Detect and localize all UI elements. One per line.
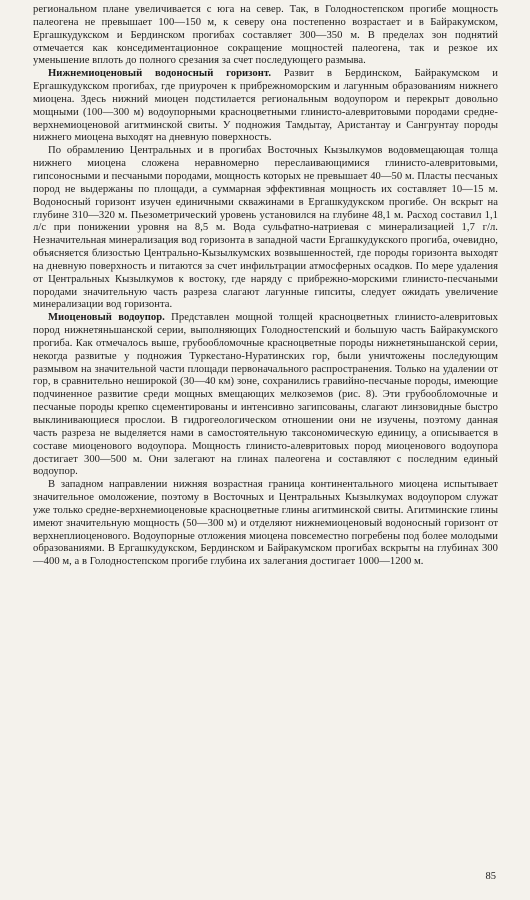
page-number: 85 bbox=[485, 871, 496, 882]
paragraph-text: Развит в Бердинском, Байракумском и Ергашкудукском прогибах, где приурочен к прибрежноморским и лагунным образованиям нижнего миоцена. Здесь нижний миоцен подстилается региональным водоупором и перекрыт довольно мощными (100—300 м) водоупорными красноцветными глинисто-алевритовыми породами средне-верхнемиоценовой агитминской свиты. У подножия Тамдытау, Аристантау и Сангрунтау породы нижнего миоцена выходят на дневную поверхность. bbox=[33, 68, 498, 144]
paragraph-paleogene-thickness bbox=[33, 4, 498, 68]
section-heading: Миоценовый водоупор. bbox=[48, 312, 165, 324]
section-heading: Нижнемиоценовый водоносный горизонт. bbox=[48, 68, 272, 80]
paragraph-text: По обрамлению Центральных и в прогибах Восточных Кызылкумов водовмещающая толща нижнего миоцена сложена неравномерно переслаивающимися глинисто-алевритовыми, гипсоносными и песчаными породами, мощность которых не превышает 40—50 м. Пласты песчаных пород не выдержаны по площади, а суммарная эффективная мощность их составляет 10—15 м. Водоносный горизонт изучен единичными скважинами в Ергашкудукском прогибе. Он вскрыт на глубине 310—320 м. Пьезометрический уровень установился на глубине 48,1 м. Расход составил 1,1 л/с при понижении уровня на 8,5 м. Вода сульфатно-натриевая с минерализацией 1,7 г/л. Незначительная минерализация вод горизонта в западной части Ергашкудукского прогиба, очевидно, объясняется близостью Центрально-Кызылкумских возвышенностей, где породы горизонта выходят на дневную поверхность и питаются за счет инфильтрации атмосферных осадков. По мере удаления от Центральных Кызылкумов к востоку, где наряду с прибрежно-морскими глинисто-песчаными породами значительную часть разреза слагают лагунные гипситы, следует ожидать увеличение минерализации вод горизонта. bbox=[33, 145, 498, 311]
paragraph-western-direction bbox=[33, 479, 498, 569]
paragraph-text: Представлен мощной толщей красноцветных глинисто-алевритовых пород нижнетяньшанской серии, выполняющих Голодностепский и большую часть Байракумского прогиба. Как отмечалось выше, грубообломочные красноцветные породы нижнетяньшанской серии, некогда развитые у подножия Туркестано-Нуратинских гор, были уничтожены последующим размывом на значительной части площади первоначального распространения. Только на удалении от гор, в сравнительно неширокой (30—40 км) зоне, сохранились гравийно-песчаные породы, имеющие подчиненное развитие среди мощных вмещающих мелкоземов (рис. 8). Эти грубообломочные и песчаные породы крепко сцементированы и интенсивно загипсованы, слагают линзовидные быстро выклинивающиеся прослои. В гидрогеологическом отношении они не изучены, поэтому данная часть разреза не выделяется нами в самостоятельную таксономическую единицу, а описывается в составе миоценового водоупора. Мощность глинисто-алевритовых пород миоценового водоупора достигает 300—500 м. Они залегают на глинах палеогена и составляют с последним единый водоупор. bbox=[33, 312, 498, 478]
paragraph-kyzylkum-strata bbox=[33, 145, 498, 312]
paragraph-lower-miocene-aquifer bbox=[33, 68, 498, 145]
paragraph-text: региональном плане увеличивается с юга на север. Так, в Голодностепском прогибе мощность палеогена не превышает 100—150 м, к северу она постепенно возрастает и в Байракумском, Ергашкудукском и Бердинском прогибах составляет 300—350 м. В пределах зон поднятий отмечается как конседиментационное сокращение мощностей палеогена, так и резкое их уменьшение вплоть до полного срезания за счет последующего размыва. bbox=[33, 4, 498, 67]
paragraph-miocene-aquitard bbox=[33, 312, 498, 479]
paragraph-text: В западном направлении нижняя возрастная граница континентального миоцена испытывает значительное омоложение, поэтому в Восточных и Центральных Кызылкумах водоупором служат уже только средне-верхнемиоценовые красноцветные глины агитминской свиты. Агитминские глины имеют значительную мощность (50—300 м) и отделяют нижнемиоценовый водоносный горизонт от верхнеплиоценового. Водоупорные отложения миоцена повсеместно погребены под более молодыми образованиями. В Ергашкудукском, Бердинском и Байракумском прогибах вскрыты на глубинах 300—400 м, а в Голодностепском прогибе глубина их залегания достигает 1000—1200 м. bbox=[33, 479, 498, 568]
